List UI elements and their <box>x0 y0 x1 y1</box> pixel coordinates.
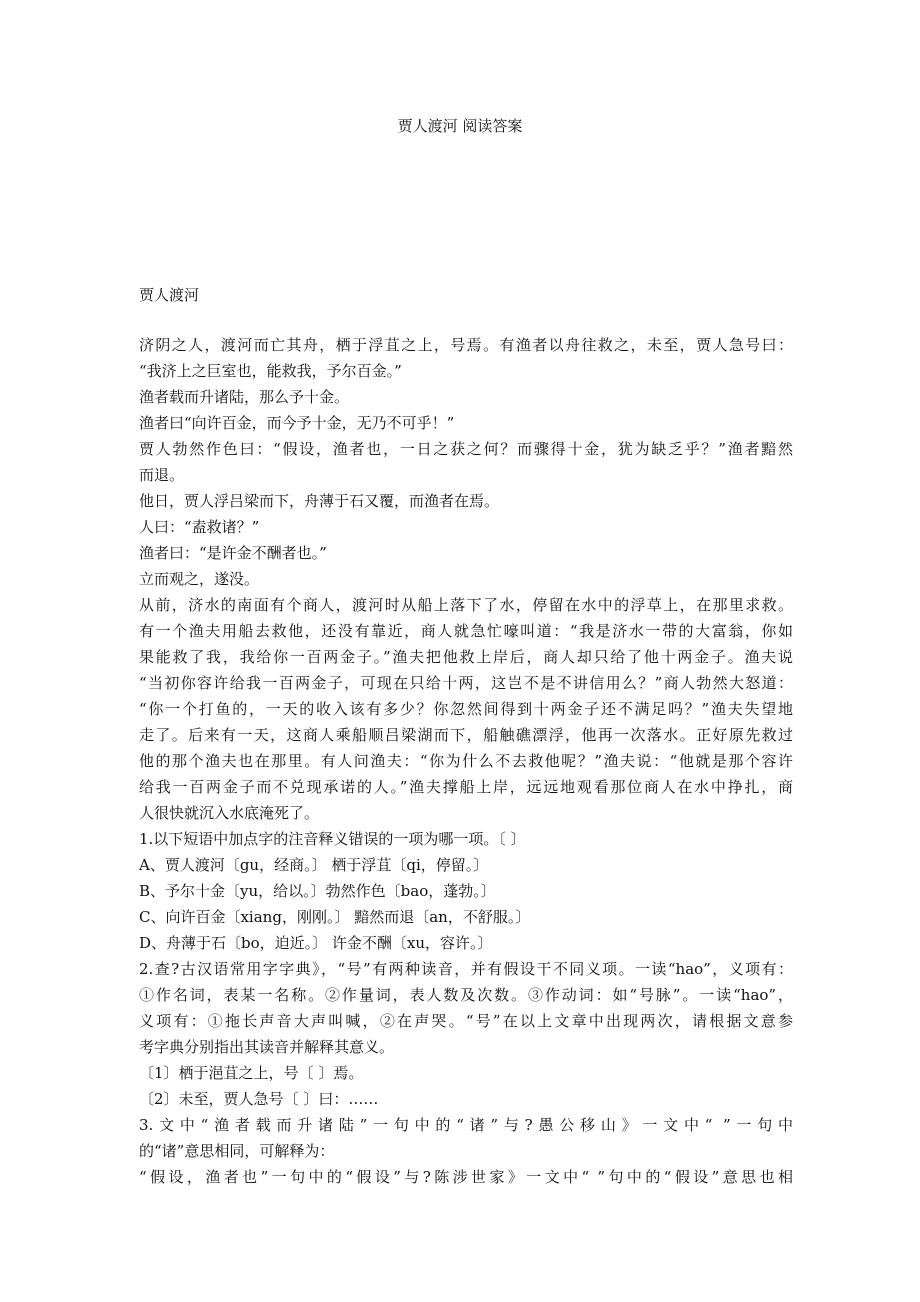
text-line: 立而观之，遂没。 <box>139 570 260 588</box>
text-line: 济阴之人，渡河而亡其舟，栖于浮苴之上，号焉。有渔者以舟往救之，未至，贾人急号曰： <box>139 336 793 354</box>
text-line: 渔者载而升诸陆，那么予十金。 <box>139 388 350 406</box>
document-title: 贾人渡河 阅读答案 <box>397 117 523 135</box>
text-line: 考字典分别指出其读音并解释其意义。 <box>139 1038 395 1056</box>
question-2: 2.查?古汉语常用字字典》，“号”有两种读音，并有假设干不同义项。一读“hao”，义项有： <box>139 960 793 978</box>
text-line: 渔者曰：“是许金不酬者也。” <box>139 544 327 562</box>
option-b: B、予尔十金〔yu，给以。〕勃然作色〔bao，蓬勃。〕 <box>139 882 496 900</box>
option-c: C、向许百金〔xiang，刚刚。〕 黯然而退〔an，不舒服。〕 <box>139 908 531 926</box>
text-line: 从前，济水的南面有个商人，渡河时从船上落下了水，停留在水中的浮草上，在那里求救。 <box>139 596 793 614</box>
text-line: 走了。后来有一天，这商人乘船顺吕梁湖而下，船触礁漂浮，他再一次落水。正好原先救过 <box>139 726 793 744</box>
question-3: 3.文中“渔者载而升诸陆”一句中的“诸”与?愚公移山》一文中“ ”一句中 <box>139 1116 793 1134</box>
text-line: 的“诸”意思相同，可解释为： <box>139 1142 335 1160</box>
text-line: 贾人勃然作色曰：“假设，渔者也，一日之获之何？而骤得十金，犹为缺乏乎？”渔者黯然 <box>139 440 793 458</box>
text-line: “假设，渔者也”一句中的“假设”与?陈涉世家》一文中“ ”句中的“假设”意思也相 <box>139 1168 793 1186</box>
text-line: ①作名词，表某一名称。②作量词，表人数及次数。③作动词：如“号脉”。一读“hao”， <box>139 986 793 1004</box>
section-title: 贾人渡河 <box>139 286 200 304</box>
question-1: 1.以下短语中加点字的注音释义错误的一项为哪一项。〔 〕 <box>139 830 526 848</box>
text-line: “当初你容许给我一百两金子，可现在只给十两，这岂不是不讲信用么？”商人勃然大怒道： <box>139 674 793 692</box>
question-2-item-2: 〔2〕未至，贾人急号〔 〕曰：…… <box>139 1090 379 1108</box>
text-line: 他的那个渔夫也在那里。有人问渔夫：“你为什么不去救他呢？”渔夫说：“他就是那个容许 <box>139 752 793 770</box>
option-a: A、贾人渡河〔gu，经商。〕 栖于浮苴〔qi，停留。〕 <box>139 856 489 874</box>
text-line: 有一个渔夫用船去救他，还没有靠近，商人就急忙嚎叫道：“我是济水一带的大富翁，你如 <box>139 622 793 640</box>
text-line: 义项有：①拖长声音大声叫喊，②在声哭。“号”在以上文章中出现两次，请根据文意参 <box>139 1012 793 1030</box>
text-line: 而退。 <box>139 466 185 484</box>
text-line: 人很快就沉入水底淹死了。 <box>139 804 320 822</box>
text-line: 人曰：“盍救诸？” <box>139 518 260 536</box>
text-line: 他日，贾人浮吕梁而下，舟薄于石又覆，而渔者在焉。 <box>139 492 500 510</box>
question-2-item-1: 〔1〕栖于浥苴之上，号〔 〕焉。 <box>139 1064 364 1082</box>
text-line: “我济上之巨室也，能救我，予尔百金。” <box>139 362 402 380</box>
text-line: 给我一百两金子而不兑现承诺的人。”渔夫撑船上岸，远远地观看那位商人在水中挣扎，商 <box>139 778 793 796</box>
text-line: “你一个打鱼的，一天的收入该有多少？你忽然间得到十两金子还不满足吗？”渔夫失望地 <box>139 700 793 718</box>
option-d: D、舟薄于石〔bo，迫近。〕 许金不酬〔xu，容许。〕 <box>139 934 493 952</box>
body-text <box>139 332 793 1190</box>
text-line: 果能救了我，我给你一百两金子。”渔夫把他救上岸后，商人却只给了他十两金子。渔夫说 <box>139 648 793 666</box>
text-line: 渔者曰“向许百金，而今予十金，无乃不可乎！” <box>139 414 455 432</box>
